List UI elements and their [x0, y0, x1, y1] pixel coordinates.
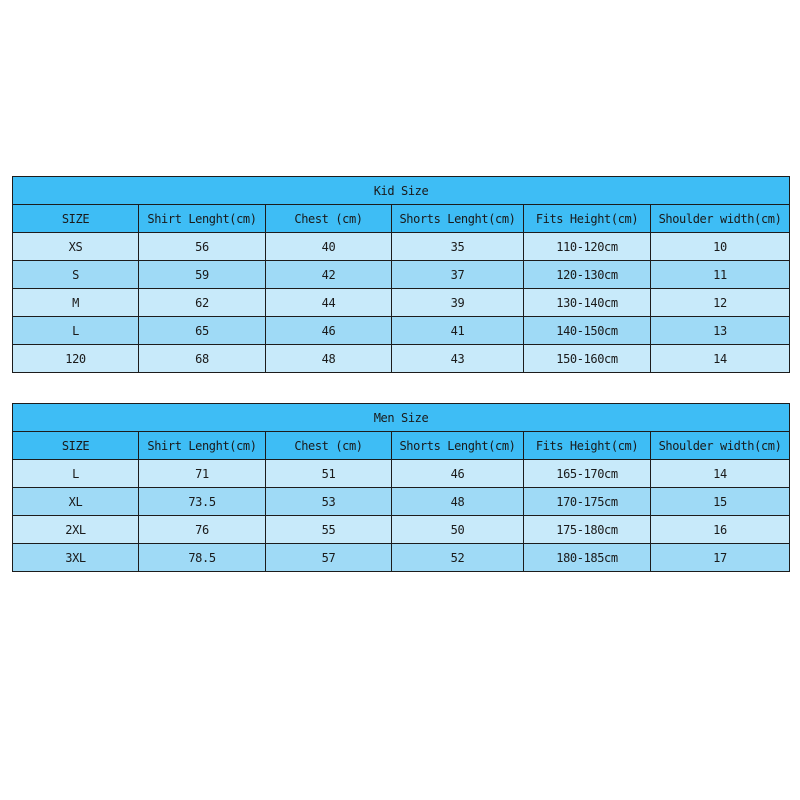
cell-shoulder-width: 12: [651, 289, 790, 317]
column-header-shorts-length: Shorts Lenght(cm): [392, 432, 524, 460]
cell-shoulder-width: 16: [651, 516, 790, 544]
cell-shoulder-width: 11: [651, 261, 790, 289]
cell-fits-height: 130-140cm: [524, 289, 651, 317]
table-row: [13, 460, 790, 488]
cell-fits-height: 120-130cm: [524, 261, 651, 289]
cell-shirt-length: 76: [139, 516, 266, 544]
cell-chest: 51: [266, 460, 392, 488]
table-row: [13, 317, 790, 345]
cell-size: S: [13, 261, 139, 289]
table-row: [13, 488, 790, 516]
cell-shirt-length: 62: [139, 289, 266, 317]
cell-fits-height: 175-180cm: [524, 516, 651, 544]
cell-size: XS: [13, 233, 139, 261]
table-row: [13, 544, 790, 572]
table-title-row: [13, 404, 790, 432]
column-header-size: SIZE: [13, 432, 139, 460]
cell-size: 3XL: [13, 544, 139, 572]
cell-chest: 57: [266, 544, 392, 572]
cell-size: M: [13, 289, 139, 317]
cell-chest: 53: [266, 488, 392, 516]
cell-shoulder-width: 14: [651, 460, 790, 488]
cell-shorts-length: 48: [392, 488, 524, 516]
cell-shorts-length: 37: [392, 261, 524, 289]
cell-fits-height: 150-160cm: [524, 345, 651, 373]
cell-shirt-length: 78.5: [139, 544, 266, 572]
table-row: [13, 345, 790, 373]
cell-chest: 46: [266, 317, 392, 345]
cell-shoulder-width: 15: [651, 488, 790, 516]
cell-shirt-length: 65: [139, 317, 266, 345]
cell-size: 120: [13, 345, 139, 373]
cell-chest: 55: [266, 516, 392, 544]
cell-fits-height: 140-150cm: [524, 317, 651, 345]
column-header-shirt-length: Shirt Lenght(cm): [139, 205, 266, 233]
cell-chest: 42: [266, 261, 392, 289]
cell-shoulder-width: 13: [651, 317, 790, 345]
cell-fits-height: 165-170cm: [524, 460, 651, 488]
men-size-table: [12, 403, 790, 572]
cell-size: L: [13, 460, 139, 488]
cell-shirt-length: 59: [139, 261, 266, 289]
cell-shoulder-width: 14: [651, 345, 790, 373]
cell-chest: 40: [266, 233, 392, 261]
cell-shirt-length: 73.5: [139, 488, 266, 516]
kid-size-table: [12, 176, 790, 373]
column-header-shirt-length: Shirt Lenght(cm): [139, 432, 266, 460]
table-header-row: [13, 432, 790, 460]
cell-shorts-length: 35: [392, 233, 524, 261]
cell-shoulder-width: 10: [651, 233, 790, 261]
column-header-fits-height: Fits Height(cm): [524, 432, 651, 460]
table-row: [13, 516, 790, 544]
table-row: [13, 233, 790, 261]
column-header-chest: Chest (cm): [266, 432, 392, 460]
column-header-shorts-length: Shorts Lenght(cm): [392, 205, 524, 233]
table-row: [13, 289, 790, 317]
cell-shorts-length: 41: [392, 317, 524, 345]
cell-shirt-length: 71: [139, 460, 266, 488]
cell-chest: 44: [266, 289, 392, 317]
cell-chest: 48: [266, 345, 392, 373]
cell-size: L: [13, 317, 139, 345]
cell-shorts-length: 52: [392, 544, 524, 572]
cell-shorts-length: 46: [392, 460, 524, 488]
cell-shorts-length: 43: [392, 345, 524, 373]
cell-shirt-length: 56: [139, 233, 266, 261]
cell-size: 2XL: [13, 516, 139, 544]
cell-shorts-length: 39: [392, 289, 524, 317]
cell-fits-height: 180-185cm: [524, 544, 651, 572]
cell-fits-height: 110-120cm: [524, 233, 651, 261]
cell-shoulder-width: 17: [651, 544, 790, 572]
column-header-shoulder-width: Shoulder width(cm): [651, 432, 790, 460]
table-row: [13, 261, 790, 289]
cell-fits-height: 170-175cm: [524, 488, 651, 516]
table-header-row: [13, 205, 790, 233]
cell-shorts-length: 50: [392, 516, 524, 544]
table-title-row: [13, 177, 790, 205]
cell-size: XL: [13, 488, 139, 516]
table-title: Kid Size: [13, 177, 790, 205]
cell-shirt-length: 68: [139, 345, 266, 373]
table-title: Men Size: [13, 404, 790, 432]
column-header-size: SIZE: [13, 205, 139, 233]
column-header-chest: Chest (cm): [266, 205, 392, 233]
column-header-fits-height: Fits Height(cm): [524, 205, 651, 233]
column-header-shoulder-width: Shoulder width(cm): [651, 205, 790, 233]
